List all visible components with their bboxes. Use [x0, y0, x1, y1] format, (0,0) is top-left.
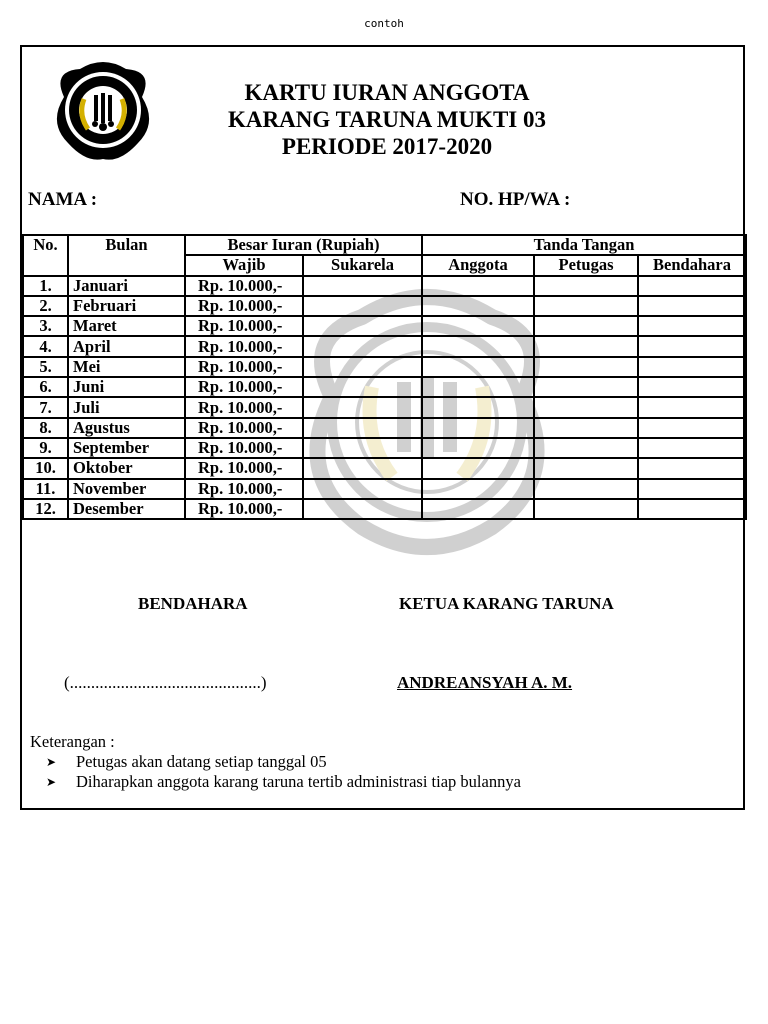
- row-bendahara-signature-cell: [638, 418, 746, 438]
- row-anggota-signature-cell: [422, 357, 534, 377]
- row-petugas-signature-cell: [534, 336, 638, 356]
- table-row: [23, 438, 746, 458]
- row-petugas-signature-cell: [534, 418, 638, 438]
- arrow-bullet-icon: ➤: [46, 775, 57, 789]
- keterangan-text: Petugas akan datang setiap tanggal 05: [76, 752, 327, 771]
- row-anggota-signature-cell: [422, 316, 534, 336]
- bendahara-signature-blank: (.............................................): [64, 673, 267, 692]
- table-row: [23, 316, 746, 336]
- row-bendahara-signature-cell: [638, 479, 746, 499]
- header-no: No.: [23, 235, 68, 276]
- row-no: 12.: [23, 499, 68, 519]
- header-bendahara: Bendahara: [638, 255, 746, 275]
- row-petugas-signature-cell: [534, 296, 638, 316]
- row-bendahara-signature-cell: [638, 357, 746, 377]
- membership-card: [20, 45, 745, 810]
- row-no: 4.: [23, 336, 68, 356]
- table-row: [23, 377, 746, 397]
- row-wajib: Rp. 10.000,-: [185, 357, 303, 377]
- keterangan-title: Keterangan :: [30, 732, 115, 751]
- row-anggota-signature-cell: [422, 397, 534, 417]
- row-bulan: Oktober: [68, 458, 185, 478]
- row-wajib: Rp. 10.000,-: [185, 276, 303, 296]
- row-no: 11.: [23, 479, 68, 499]
- table-row: [23, 397, 746, 417]
- header-tanda-tangan: Tanda Tangan: [422, 235, 746, 255]
- row-sukarela-cell: [303, 479, 422, 499]
- row-bendahara-signature-cell: [638, 397, 746, 417]
- row-bendahara-signature-cell: [638, 377, 746, 397]
- ketua-name: ANDREANSYAH A. M.: [397, 673, 573, 692]
- row-no: 10.: [23, 458, 68, 478]
- row-no: 6.: [23, 377, 68, 397]
- row-anggota-signature-cell: [422, 438, 534, 458]
- row-wajib: Rp. 10.000,-: [185, 377, 303, 397]
- row-no: 7.: [23, 397, 68, 417]
- nama-label: NAMA :: [28, 189, 98, 210]
- title-line-3: PERIODE 2017-2020: [281, 134, 493, 159]
- row-anggota-signature-cell: [422, 296, 534, 316]
- row-sukarela-cell: [303, 316, 422, 336]
- row-petugas-signature-cell: [534, 397, 638, 417]
- row-anggota-signature-cell: [422, 479, 534, 499]
- hp-wa-label: NO. HP/WA :: [460, 189, 571, 210]
- title-line-2: KARANG TARUNA MUKTI 03: [228, 107, 546, 132]
- row-wajib: Rp. 10.000,-: [185, 397, 303, 417]
- row-petugas-signature-cell: [534, 438, 638, 458]
- row-bendahara-signature-cell: [638, 296, 746, 316]
- row-bendahara-signature-cell: [638, 458, 746, 478]
- row-bulan: Januari: [68, 276, 185, 296]
- row-bendahara-signature-cell: [638, 499, 746, 519]
- row-sukarela-cell: [303, 458, 422, 478]
- row-bulan: Februari: [68, 296, 185, 316]
- row-bulan: November: [68, 479, 185, 499]
- header-anggota: Anggota: [422, 255, 534, 275]
- row-bulan: Agustus: [68, 418, 185, 438]
- row-petugas-signature-cell: [534, 377, 638, 397]
- title-line-1: KARTU IURAN ANGGOTA: [244, 80, 530, 105]
- row-bulan: September: [68, 438, 185, 458]
- table-row: [23, 296, 746, 316]
- row-anggota-signature-cell: [422, 276, 534, 296]
- row-sukarela-cell: [303, 499, 422, 519]
- row-no: 9.: [23, 438, 68, 458]
- row-bulan: Juli: [68, 397, 185, 417]
- keterangan-item: [46, 772, 521, 792]
- table-row: [23, 458, 746, 478]
- row-no: 1.: [23, 276, 68, 296]
- header-besar-iuran: Besar Iuran (Rupiah): [185, 235, 422, 255]
- table-row: [23, 336, 746, 356]
- row-bulan: Maret: [68, 316, 185, 336]
- keterangan-item: [46, 752, 521, 772]
- row-petugas-signature-cell: [534, 276, 638, 296]
- row-petugas-signature-cell: [534, 458, 638, 478]
- keterangan-text: Diharapkan anggota karang taruna tertib administrasi tiap bulannya: [76, 772, 521, 791]
- iuran-table-body: [23, 276, 746, 520]
- keterangan-list: [46, 752, 521, 792]
- row-petugas-signature-cell: [534, 479, 638, 499]
- bendahara-signature-label: BENDAHARA: [138, 594, 248, 613]
- row-bendahara-signature-cell: [638, 276, 746, 296]
- row-petugas-signature-cell: [534, 357, 638, 377]
- card-title: [157, 79, 617, 160]
- header-petugas: Petugas: [534, 255, 638, 275]
- row-wajib: Rp. 10.000,-: [185, 438, 303, 458]
- karang-taruna-logo: [44, 57, 162, 165]
- table-row: [23, 357, 746, 377]
- document-caption: contoh: [364, 17, 404, 30]
- row-no: 8.: [23, 418, 68, 438]
- row-no: 3.: [23, 316, 68, 336]
- row-bendahara-signature-cell: [638, 336, 746, 356]
- table-row: [23, 479, 746, 499]
- row-anggota-signature-cell: [422, 458, 534, 478]
- row-bulan: Desember: [68, 499, 185, 519]
- row-bulan: Juni: [68, 377, 185, 397]
- row-anggota-signature-cell: [422, 377, 534, 397]
- header-wajib: Wajib: [185, 255, 303, 275]
- row-no: 2.: [23, 296, 68, 316]
- row-sukarela-cell: [303, 296, 422, 316]
- row-anggota-signature-cell: [422, 336, 534, 356]
- table-row: [23, 276, 746, 296]
- table-row: [23, 499, 746, 519]
- row-bendahara-signature-cell: [638, 438, 746, 458]
- row-sukarela-cell: [303, 357, 422, 377]
- row-bendahara-signature-cell: [638, 316, 746, 336]
- row-wajib: Rp. 10.000,-: [185, 418, 303, 438]
- row-anggota-signature-cell: [422, 499, 534, 519]
- table-row: [23, 418, 746, 438]
- row-sukarela-cell: [303, 336, 422, 356]
- row-bulan: Mei: [68, 357, 185, 377]
- row-sukarela-cell: [303, 377, 422, 397]
- header-bulan: Bulan: [68, 235, 185, 276]
- arrow-bullet-icon: ➤: [46, 755, 57, 769]
- row-no: 5.: [23, 357, 68, 377]
- row-wajib: Rp. 10.000,-: [185, 458, 303, 478]
- iuran-table: [22, 234, 747, 520]
- row-wajib: Rp. 10.000,-: [185, 296, 303, 316]
- ketua-signature-label: KETUA KARANG TARUNA: [399, 594, 614, 613]
- row-sukarela-cell: [303, 397, 422, 417]
- row-petugas-signature-cell: [534, 316, 638, 336]
- row-anggota-signature-cell: [422, 418, 534, 438]
- row-wajib: Rp. 10.000,-: [185, 316, 303, 336]
- row-bulan: April: [68, 336, 185, 356]
- row-sukarela-cell: [303, 418, 422, 438]
- row-petugas-signature-cell: [534, 499, 638, 519]
- row-sukarela-cell: [303, 276, 422, 296]
- row-wajib: Rp. 10.000,-: [185, 336, 303, 356]
- row-wajib: Rp. 10.000,-: [185, 499, 303, 519]
- header-sukarela: Sukarela: [303, 255, 422, 275]
- row-wajib: Rp. 10.000,-: [185, 479, 303, 499]
- row-sukarela-cell: [303, 438, 422, 458]
